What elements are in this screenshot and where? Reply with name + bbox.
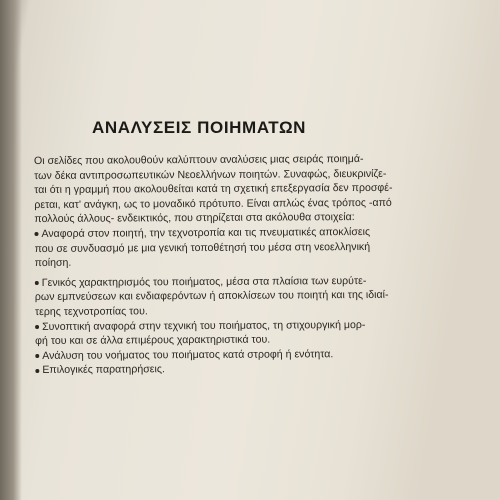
line-text: Ανάλυση του νοήματος του ποιήματος κατά στροφή ή ενότητα. — [42, 347, 334, 362]
bullet-icon — [35, 354, 39, 358]
bullet-icon — [35, 325, 39, 329]
bullet-icon — [35, 368, 39, 372]
line-text: Αναφορά στον ποιητή, την τεχνοτροπία και τις πνευματικές αποκλίσεις — [41, 225, 371, 240]
line-text: ται ότι η γραμμή που ακολουθείται κατά τη σχετική επεξεργασία δεν προσφέ- — [34, 181, 393, 197]
line-text: ρεται, κατ' ανάγκη, ως το μοναδικό πρότυπο. Είναι απλώς ένας τρόπος -από — [34, 196, 392, 211]
line-text: φή του και σε άλλα επιμέρους χαρακτηριστικά του. — [35, 333, 271, 348]
line-text: ποίηση. — [34, 256, 72, 270]
page-title: ΑΝΑΛΥΣΕΙΣ ΠΟΙΗΜΑΤΩΝ — [92, 118, 307, 137]
line-text: των δέκα αντιπροσωπευτικών Νεοελλήνων ποιητών. Συναφώς, διευκρινίζε- — [34, 167, 387, 182]
bullet-icon — [35, 281, 39, 285]
bullet-line — [35, 361, 465, 378]
bullet-icon — [34, 232, 38, 236]
line-text: ρων εμπνεύσεων και ενδιαφερόντων ή αποκλίσεων του ποιητή και της ιδιαί- — [34, 289, 389, 304]
line-text: Γενικός χαρακτηρισμός του ποιήματος, μέσα στα πλαίσια των ευρύτε- — [41, 274, 367, 289]
body-text — [34, 151, 465, 378]
book-gutter-shadow — [0, 0, 22, 500]
line-text: Οι σελίδες που ακολουθούν καλύπτουν αναλύσεις μιας σειράς ποιημά- — [34, 152, 364, 167]
line-text: πολλούς άλλους- ενδεικτικός, που στηρίζεται στα ακόλουθα στοιχεία: — [34, 211, 355, 226]
line-text: Συνοπτική αναφορά στην τεχνική του ποιήματος, τη στιχουργική μορ- — [42, 318, 366, 333]
line-text: που σε συνδυασμό με μια γενική τοποθέτησή του μέσα στη νεοελληνική — [34, 240, 371, 255]
line-text: τερης τεχνοτροπίας του. — [34, 305, 148, 318]
line-text: Επιλογικές παρατηρήσεις. — [42, 363, 165, 377]
